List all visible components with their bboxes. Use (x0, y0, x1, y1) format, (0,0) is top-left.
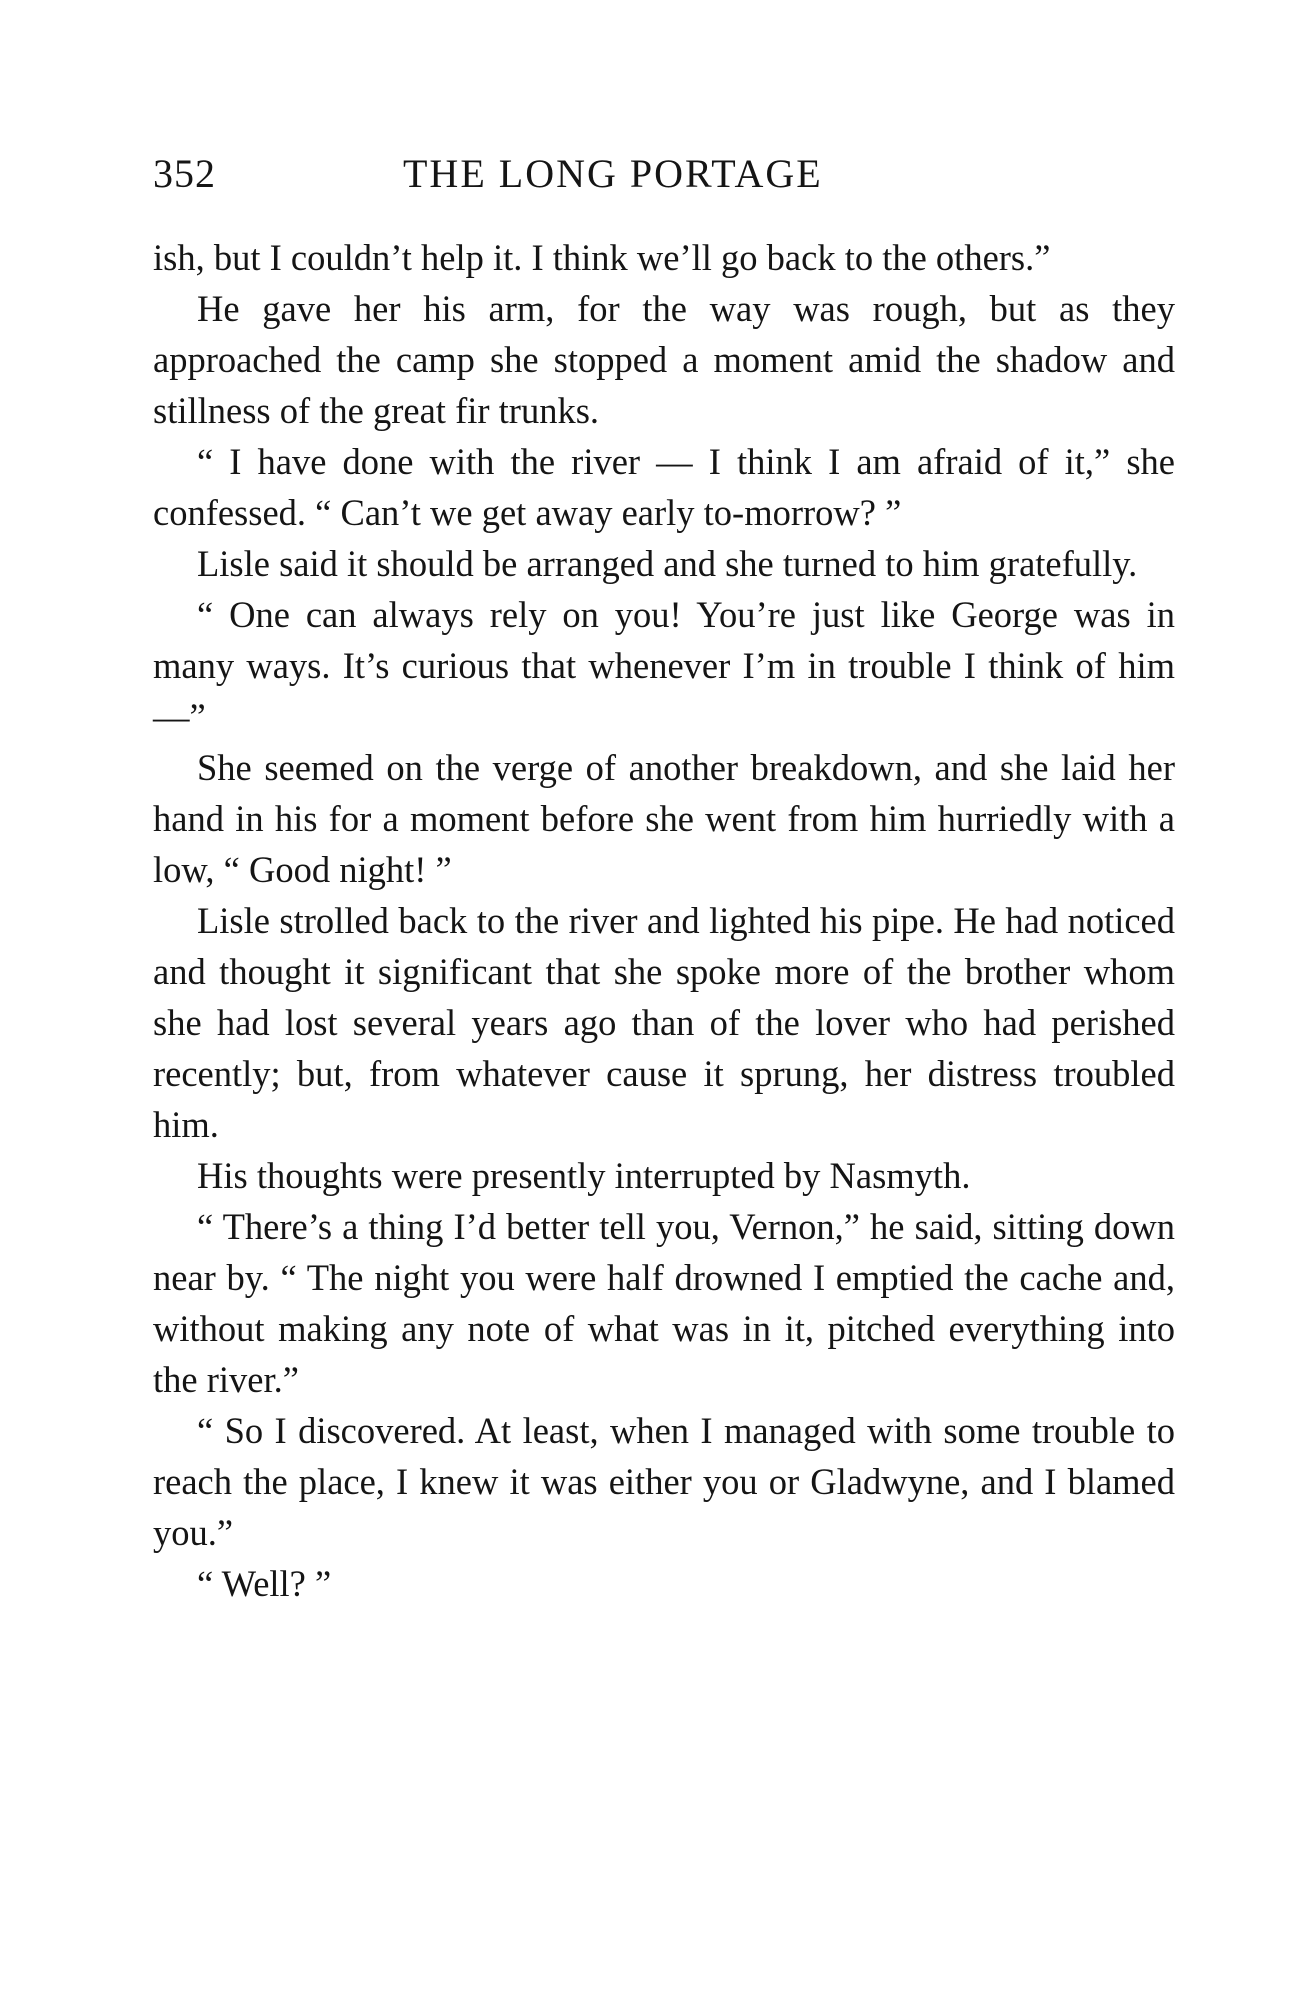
paragraph: “ So I discovered. At least, when I managed with some trouble to reach the place, I knew it was either you or Gladwyne, and I blamed you.” (153, 1410, 1175, 1553)
paragraph: “ There’s a thing I’d better tell you, Vernon,” he said, sitting down near by. “ The night you were half drowned I emptied the cache and, without making any note of what was in it, pitched everything into the river.” (153, 1206, 1175, 1400)
body-text (153, 232, 1175, 1609)
paragraph: “ I have done with the river — I think I am afraid of it,” she confessed. “ Can’t we get away early to-morrow? ” (153, 441, 1175, 533)
paragraph: “ One can always rely on you! You’re just like George was in many ways. It’s curious that whenever I’m in trouble I think of him —” (153, 594, 1175, 737)
paragraph-continued: ish, but I couldn’t help it. I think we’ll go back to the others.” (153, 237, 1051, 278)
paragraph: Lisle said it should be arranged and she turned to him gratefully. (197, 543, 1138, 584)
paragraph: “ Well? ” (197, 1563, 332, 1604)
page-number: 352 (153, 151, 216, 196)
running-head: THE LONG PORTAGE (403, 151, 823, 196)
paragraph: She seemed on the verge of another breakdown, and she laid her hand in his for a moment before she went from him hurriedly with a low, “ Good night! ” (153, 747, 1175, 890)
book-page (153, 150, 1175, 1609)
paragraph: Lisle strolled back to the river and lighted his pipe. He had noticed and thought it significant that she spoke more of the brother whom she had lost several years ago than of the lover who had perished recently; but, from whatever cause it sprung, her distress troubled him. (153, 900, 1175, 1145)
paragraph: His thoughts were presently interrupted by Nasmyth. (197, 1155, 971, 1196)
paragraph: He gave her his arm, for the way was rough, but as they approached the camp she stopped a moment amid the shadow and stillness of the great fir trunks. (153, 288, 1175, 431)
page-header (153, 150, 1175, 210)
